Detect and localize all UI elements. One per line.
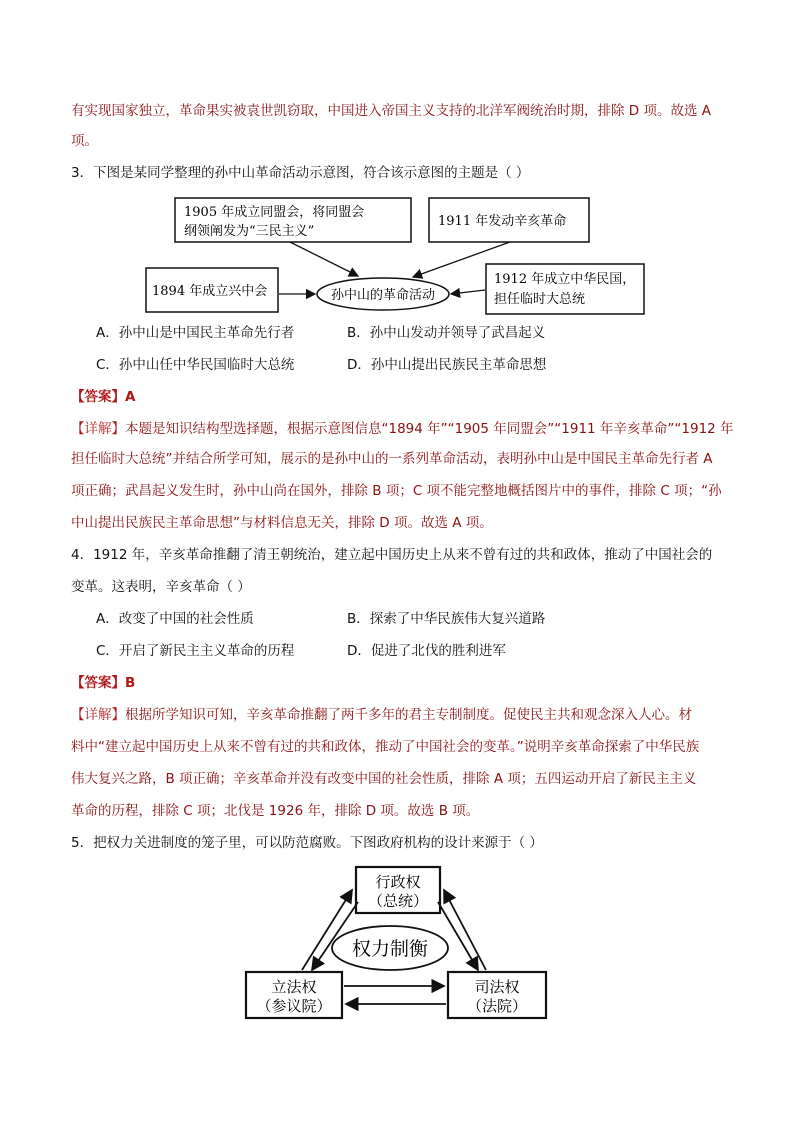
- q4-option-c: C．开启了新民主主义革命的历程: [96, 643, 295, 659]
- q3-detail-line-4: 中山提出民族民主革命思想”与材料信息无关，排除 D 项。故选 A 项。: [71, 515, 493, 531]
- q5-arrow-top-to-right: [438, 902, 478, 970]
- q3-box-1905-line2: 纲领阐发为“三民主义”: [184, 224, 315, 239]
- q3-center-text: 孙中山的革命活动: [330, 288, 436, 303]
- q4-detail-line-1: [71, 705, 692, 725]
- q3-detail-text-1: 本题是知识结构型选择题，根据示意图信息“1894 年”“1905 年同盟会”“1911 年辛亥革命”“1912 年: [125, 421, 734, 437]
- prev-explanation-line-2: 项。: [71, 133, 98, 149]
- q5-box-judicial-line2: （法院）: [466, 997, 528, 1015]
- q3-box-1905-line1: 1905 年成立同盟会，将同盟会: [184, 205, 365, 220]
- q3-arrow-from-1912: [451, 290, 485, 294]
- q3-box-1912-line2: 担任临时大总统: [494, 292, 586, 307]
- q4-stem-line-1: 4．1912 年，辛亥革命推翻了清王朝统治，建立起中国历史上从来不曾有过的共和政体，推动了中国社会的: [71, 547, 713, 563]
- q3-answer-tag: 【答案】: [71, 389, 125, 405]
- q3-stem: 3．下图是某同学整理的孙中山革命活动示意图，符合该示意图的主题是（ ）: [71, 165, 530, 181]
- q4-answer-value: B: [125, 675, 136, 691]
- q4-stem-line-2: 变革。这表明，辛亥革命（ ）: [71, 579, 251, 595]
- q3-detail-tag: 【详解】: [71, 421, 125, 437]
- q4-detail-line-4: 革命的历程，排除 C 项；北伐是 1926 年，排除 D 项。故选 B 项。: [71, 803, 480, 819]
- q3-option-b: B．孙中山发动并领导了武昌起义: [347, 325, 546, 341]
- q3-box-1894-text: 1894 年成立兴中会: [152, 284, 268, 299]
- q5-center-text: 权力制衡: [351, 938, 429, 960]
- q5-box-judicial-line1: 司法权: [474, 978, 520, 996]
- q5-box-legislative-line2: （参议院）: [256, 997, 332, 1015]
- q5-stem: 5．把权力关进制度的笼子里，可以防范腐败。下图政府机构的设计来源于（ ）: [71, 835, 543, 851]
- q3-box-1912-line1: 1912 年成立中华民国，: [494, 272, 636, 287]
- q5-arrow-right-to-top: [444, 890, 486, 970]
- q4-detail-tag: 【详解】: [71, 707, 125, 723]
- q4-detail-line-2: 料中“建立起中国历史上从来不曾有过的共和政体，推动了中国社会的变革。”说明辛亥革命探索了中华民族: [71, 739, 700, 755]
- q3-diagram: [140, 190, 660, 320]
- q5-box-executive-line2: （总统）: [367, 892, 429, 910]
- q3-option-d: D．孙中山提出民族民主革命思想: [347, 357, 547, 373]
- q5-box-executive-line1: 行政权: [375, 873, 421, 891]
- q3-answer-value: A: [125, 389, 136, 405]
- q3-box-1911-text: 1911 年发动辛亥革命: [438, 214, 567, 229]
- q5-box-legislative-line1: 立法权: [271, 978, 317, 996]
- q5-diagram: [240, 862, 560, 1027]
- q3-detail-line-3: 项正确；武昌起义发生时，孙中山尚在国外，排除 B 项；C 项不能完整地概括图片中的事件，排除 C 项；“孙: [71, 483, 722, 499]
- q3-detail-line-2: 担任临时大总统”并结合所学可知，展示的是孙中山的一系列革命活动，表明孙中山是中国民主革命先行者 A: [71, 451, 713, 467]
- q3-detail-line-1: [71, 419, 734, 439]
- q4-detail-text-1: 根据所学知识可知，辛亥革命推翻了两千多年的君主专制制度。促使民主共和观念深入人心。材: [125, 707, 692, 723]
- q3-option-c: C．孙中山任中华民国临时大总统: [96, 357, 295, 373]
- prev-explanation-line-1: 有实现国家独立，革命果实被袁世凯窃取，中国进入帝国主义支持的北洋军阀统治时期，排除 D 项。故选 A: [71, 103, 712, 119]
- q4-option-a: A．改变了中国的社会性质: [96, 611, 254, 627]
- q3-option-a: A．孙中山是中国民主革命先行者: [96, 325, 295, 341]
- q4-answer: [71, 673, 135, 693]
- q4-option-d: D．促进了北伐的胜利进军: [347, 643, 506, 659]
- q4-option-b: B．探索了中华民族伟大复兴道路: [347, 611, 546, 627]
- q3-arrow-from-1905: [290, 242, 358, 276]
- q4-answer-tag: 【答案】: [71, 675, 125, 691]
- q3-answer: [71, 387, 135, 407]
- q4-detail-line-3: 伟大复兴之路，B 项正确；辛亥革命并没有改变中国的社会性质，排除 A 项；五四运动开启了新民主主义: [71, 771, 697, 787]
